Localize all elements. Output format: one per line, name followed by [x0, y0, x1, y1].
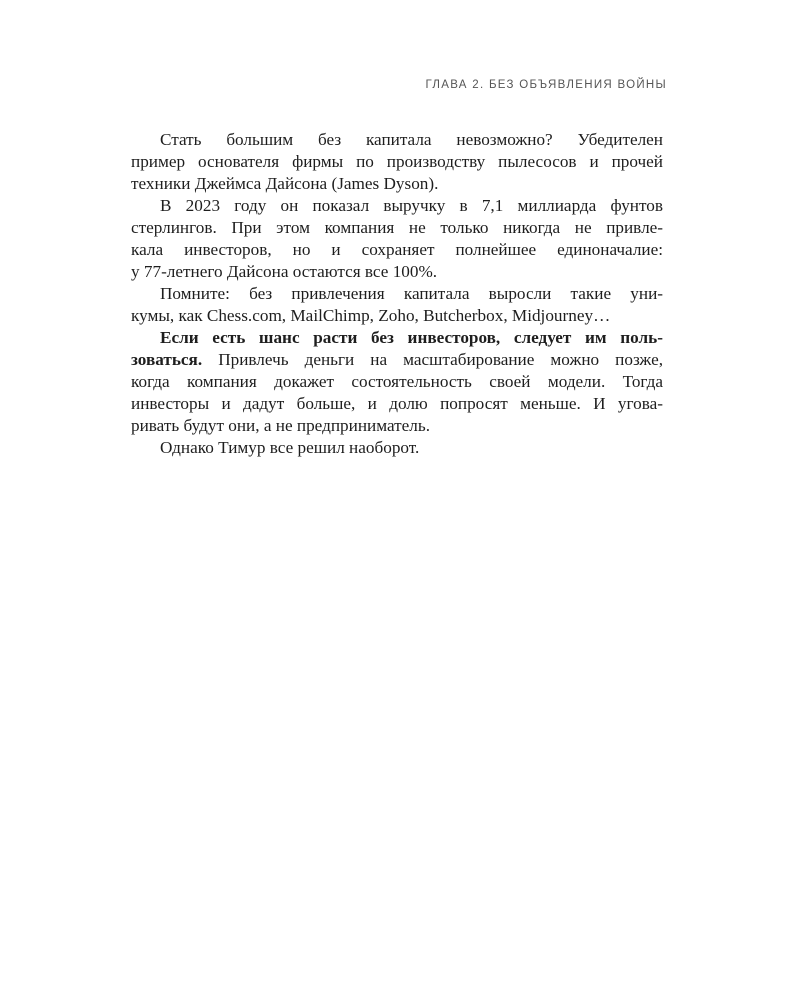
paragraph-line: ривать будут они, а не предприниматель. — [131, 416, 431, 435]
paragraph-line: стерлингов. При этом компания не только никогда не привле- — [131, 218, 663, 237]
paragraph-line: кумы, как Chess.com, MailChimp, Zoho, Butcherbox, Midjourney… — [131, 306, 611, 325]
paragraph-line: В 2023 году он показал выручку в 7,1 миллиарда фунтов — [160, 196, 663, 215]
paragraph-4 — [131, 327, 663, 437]
paragraph-line: у 77-летнего Дайсона остаются все 100%. — [131, 262, 438, 281]
paragraph-2 — [131, 195, 663, 283]
paragraph-line: Помните: без привлечения капитала выросли такие уни- — [160, 284, 663, 303]
paragraph-line: пример основателя фирмы по производству пылесосов и прочей — [131, 152, 663, 171]
paragraph-1 — [131, 129, 663, 195]
paragraph-3 — [131, 283, 663, 327]
paragraph-line: Однако Тимур все решил наоборот. — [160, 438, 420, 457]
paragraph-line: инвесторы и дадут больше, и долю попросят меньше. И угова- — [131, 394, 663, 413]
body-text — [131, 129, 663, 459]
paragraph-line: когда компания докажет состоятельность своей модели. Тогда — [131, 372, 663, 391]
paragraph-line — [131, 349, 663, 371]
paragraph-line-bold: Если есть шанс расти без инвесторов, следует им поль- — [160, 328, 663, 347]
paragraph-line: техники Джеймса Дайсона (James Dyson). — [131, 174, 439, 193]
running-head: ГЛАВА 2. БЕЗ ОБЪЯВЛЕНИЯ ВОЙНЫ — [425, 79, 667, 91]
emphasis-text: зоваться. — [131, 350, 203, 369]
paragraph-line: кала инвесторов, но и сохраняет полнейшее единоначалие: — [131, 240, 663, 259]
paragraph-5 — [131, 437, 663, 459]
line-remainder: Привлечь деньги на масштабирование можно позже, — [202, 350, 663, 369]
paragraph-line: Стать большим без капитала невозможно? Убедителен — [160, 130, 663, 149]
